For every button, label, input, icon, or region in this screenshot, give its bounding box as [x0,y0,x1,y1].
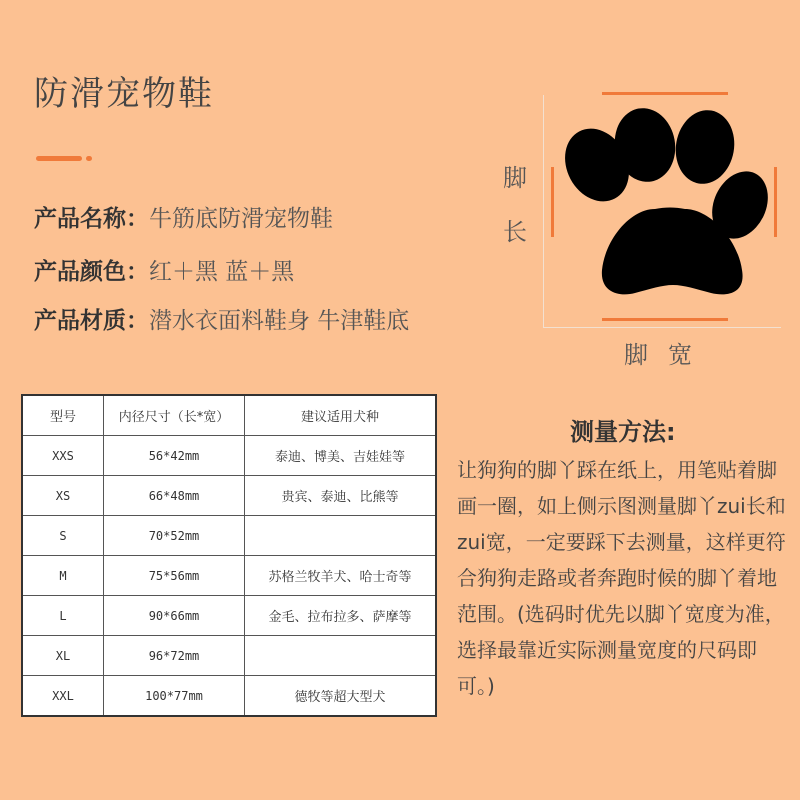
spec-row-material [34,302,409,335]
width-label: 脚宽 [624,341,712,369]
breed-cell: 金毛、拉布拉多、萨摩等 [245,596,435,636]
table-row [23,556,435,596]
spec-label: 产品材质： [34,308,149,334]
size-cell: XXL [23,676,104,715]
paw-print-icon [560,105,770,305]
table-row [23,476,435,516]
method-text: 让狗狗的脚丫踩在纸上，用笔贴着脚画一圈，如上侧示图测量脚丫zui长和zui宽，一定要踩下去测量，这样更符合狗狗走路或者奔跑时候的脚丫着地范围。(选码时优先以脚丫宽度为准，选择最靠近实际测量宽度的尺码即可。) [457,458,786,698]
dimension-cell: 90*66mm [104,596,245,636]
top-width-marker [602,92,728,95]
size-cell: XS [23,476,104,516]
table-row [23,596,435,636]
column-header-dimensions: 内径尺寸（长*宽） [104,396,245,436]
breed-cell: 德牧等超大型犬 [294,690,386,705]
breed-cell: 贵宾、泰迪、比熊等 [245,476,435,516]
breed-cell [245,636,435,676]
spec-value: 牛筋底防滑宠物鞋 [149,206,333,232]
dimension-cell: 96*72mm [104,636,245,676]
title-underline-dot [86,156,92,161]
spec-row-color [34,253,294,286]
table-row [23,436,435,476]
size-table [21,394,437,717]
length-label-1: 脚 [503,164,527,192]
diagram-vertical-axis [543,95,544,327]
dimension-cell: 66*48mm [104,476,245,516]
left-length-marker [551,167,554,237]
column-header-breed: 建议适用犬种 [245,396,435,436]
title-underline [36,156,82,161]
table-header-row [23,396,435,436]
column-header-size: 型号 [23,396,104,436]
method-title: 测量方法: [570,418,676,446]
spec-row-name [34,200,333,233]
right-length-marker [774,167,777,237]
size-cell: M [23,556,104,596]
size-cell: XL [23,636,104,676]
page-title: 防滑宠物鞋 [34,74,214,114]
size-cell: S [23,516,104,556]
table-row [23,516,435,556]
spec-label: 产品颜色： [34,259,149,285]
dimension-cell: 100*77mm [104,676,245,715]
breed-cell: 泰迪、博美、吉娃娃等 [245,436,435,476]
spec-label: 产品名称： [34,206,149,232]
size-cell: XXS [23,436,104,476]
dimension-cell: 75*56mm [104,556,245,596]
length-label-2: 长 [503,218,527,246]
spec-value: 潜水衣面料鞋身 牛津鞋底 [149,308,410,334]
breed-cell [245,516,435,556]
size-cell: L [23,596,104,636]
breed-cell: 苏格兰牧羊犬、哈士奇等 [245,556,435,596]
spec-value: 红＋黑 蓝＋黑 [149,259,295,285]
diagram-horizontal-axis [543,327,781,328]
dimension-cell: 70*52mm [104,516,245,556]
table-row [23,676,435,715]
bottom-width-marker [602,318,728,321]
dimension-cell: 56*42mm [104,436,245,476]
table-row [23,636,435,676]
